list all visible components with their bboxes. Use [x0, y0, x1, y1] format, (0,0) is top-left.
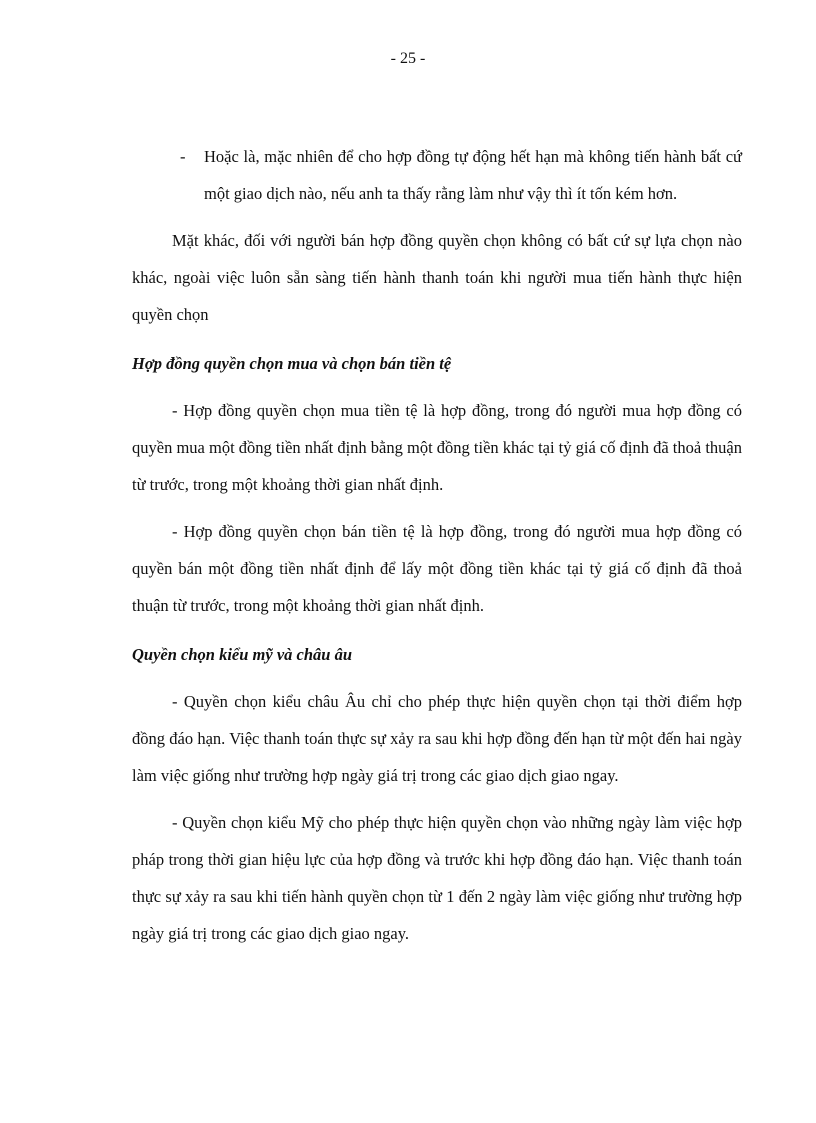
- section-heading-style: Quyền chọn kiểu mỹ và châu âu: [132, 645, 353, 664]
- bullet-item: [132, 138, 742, 212]
- paragraph-european-option: - Quyền chọn kiểu châu Âu chỉ cho phép thực hiện quyền chọn tại thời điểm hợp đồng đáo hạn. Việc thanh toán thực sự xảy ra sau khi hợp đồng đến hạn từ một đến hai ngày làm việc giống như trường hợp ngày giá trị trong các giao dịch giao ngay.: [132, 692, 742, 785]
- document-body: [132, 138, 742, 952]
- bullet-text: Hoặc là, mặc nhiên để cho hợp đồng tự động hết hạn mà không tiến hành bất cứ một giao dịch nào, nếu anh ta thấy rằng làm như vậy thì ít tốn kém hơn.: [204, 147, 742, 203]
- bullet-dash: -: [180, 147, 186, 166]
- paragraph-american-option: - Quyền chọn kiểu Mỹ cho phép thực hiện quyền chọn vào những ngày làm việc hợp pháp trong thời gian hiệu lực của hợp đồng và trước khi hợp đồng đáo hạn. Việc thanh toán thực sự xảy ra sau khi tiến hành quyền chọn từ 1 đến 2 ngày làm việc giống như trường hợp ngày giá trị trong các giao dịch giao ngay.: [132, 813, 742, 943]
- section-heading-currency: Hợp đồng quyền chọn mua và chọn bán tiền tệ: [132, 354, 452, 373]
- paragraph-seller: Mặt khác, đối với người bán hợp đồng quyền chọn không có bất cứ sự lựa chọn nào khác, ngoài việc luôn sẵn sàng tiến hành thanh toán khi người mua tiến hành thực hiện quyền chọn: [132, 231, 742, 324]
- paragraph-call-option: - Hợp đồng quyền chọn mua tiền tệ là hợp đồng, trong đó người mua hợp đồng có quyền mua một đồng tiền nhất định bằng một đồng tiền khác tại tỷ giá cố định đã thoả thuận từ trước, trong một khoảng thời gian nhất định.: [132, 401, 742, 494]
- paragraph-put-option: - Hợp đồng quyền chọn bán tiền tệ là hợp đồng, trong đó người mua hợp đồng có quyền bán một đồng tiền nhất định để lấy một đồng tiền khác tại tỷ giá cố định đã thoả thuận từ trước, trong một khoảng thời gian nhất định.: [132, 522, 742, 615]
- page-number: - 25 -: [390, 50, 426, 67]
